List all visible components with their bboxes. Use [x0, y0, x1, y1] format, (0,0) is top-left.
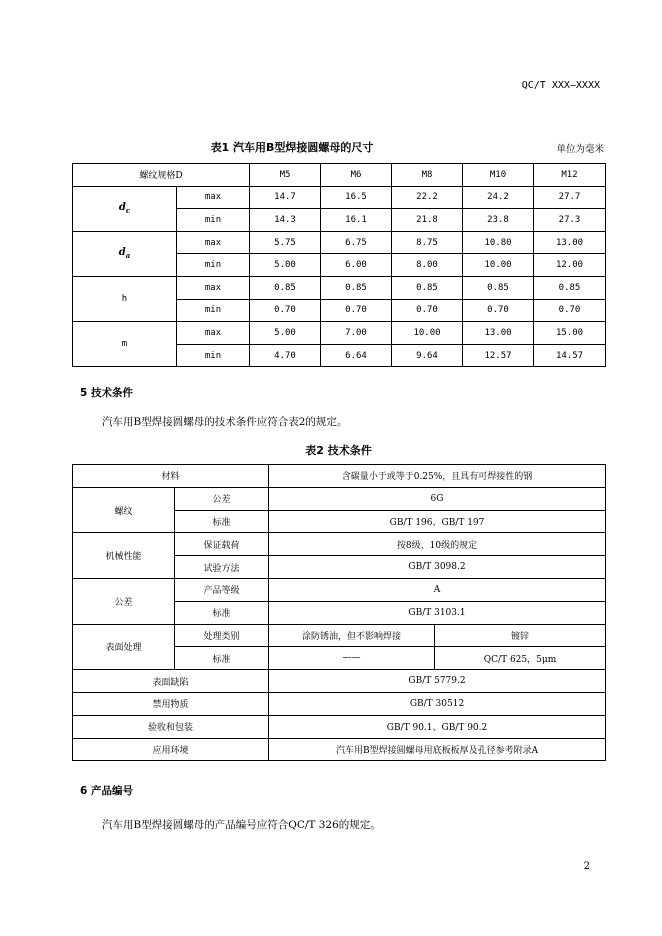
page-number: 2: [583, 861, 590, 872]
surface-standard-label: 标准: [175, 647, 269, 670]
table-cell: 8.00: [392, 254, 463, 277]
mechanical-label: 机械性能: [73, 533, 175, 579]
table-cell: 27.3: [534, 209, 606, 232]
table-cell: 6.00: [321, 254, 392, 277]
table-cell: 22.2: [392, 186, 463, 209]
product-grade-label: 产品等级: [175, 578, 269, 601]
material-label: 材料: [73, 465, 269, 488]
table-cell: 5.75: [250, 231, 321, 254]
table-cell: 6.64: [321, 344, 392, 367]
table-cell: 0.85: [392, 276, 463, 299]
table-row: [73, 231, 606, 254]
table-cell: 0.85: [321, 276, 392, 299]
surface-defects-label: 表面缺陷: [73, 670, 269, 693]
table-cell: 10.80: [463, 231, 534, 254]
material-value: 含碳量小于或等于0.25%，且具有可焊接性的钢: [269, 465, 606, 488]
limit-label: max: [177, 231, 250, 254]
table-cell: 13.00: [463, 322, 534, 345]
treatment-type-label: 处理类别: [175, 624, 269, 647]
document-code: QC/T XXX—XXXX: [521, 80, 600, 91]
table-cell: 10.00: [392, 322, 463, 345]
technical-conditions-table: [72, 464, 606, 761]
test-method-label: 试验方法: [175, 556, 269, 579]
column-header: M8: [392, 164, 463, 187]
table1-unit: 单位为毫米: [556, 144, 604, 155]
tolerance-standard-label: 标准: [175, 601, 269, 624]
table-cell: 12.00: [534, 254, 606, 277]
table-row: [73, 670, 606, 693]
table-cell: 15.00: [534, 322, 606, 345]
thread-standard-label: 标准: [175, 510, 269, 533]
surface-defects-value: GB/T 5779.2: [269, 670, 606, 693]
treatment-type-value-oil: 涂防锈油，但不影响焊接: [269, 624, 435, 647]
table-row: [73, 738, 606, 761]
table-cell: 0.70: [321, 299, 392, 322]
tolerance-label: 公差: [73, 578, 175, 624]
section6-paragraph: 汽车用B型焊接圆螺母的产品编号应符合QC/T 326的规定。: [102, 819, 381, 831]
table-cell: 14.7: [250, 186, 321, 209]
application-environment-label: 应用环境: [73, 738, 269, 761]
table-cell: 4.70: [250, 344, 321, 367]
table-cell: 0.85: [250, 276, 321, 299]
table-row: [73, 276, 606, 299]
table-row: [73, 322, 606, 345]
banned-substances-value: GB/T 30512: [269, 692, 606, 715]
table-cell: 21.8: [392, 209, 463, 232]
table-cell: 16.5: [321, 186, 392, 209]
table-cell: 5.00: [250, 322, 321, 345]
spec-label: 螺纹规格D: [73, 164, 250, 187]
thread-label: 螺纹: [73, 487, 175, 533]
table-row: [73, 578, 606, 601]
limit-label: min: [177, 254, 250, 277]
surface-standard-value-oil: ——: [269, 647, 435, 670]
table-row: [73, 487, 606, 510]
column-header: M5: [250, 164, 321, 187]
thread-tolerance-label: 公差: [175, 487, 269, 510]
table-row: [73, 692, 606, 715]
table-cell: 24.2: [463, 186, 534, 209]
acceptance-packing-value: GB/T 90.1、GB/T 90.2: [269, 715, 606, 738]
banned-substances-label: 禁用物质: [73, 692, 269, 715]
table-cell: 0.70: [392, 299, 463, 322]
acceptance-packing-label: 验收和包装: [73, 715, 269, 738]
tolerance-standard-value: GB/T 3103.1: [269, 601, 606, 624]
section5-heading: 5 技术条件: [80, 387, 133, 399]
section5-paragraph: 汽车用B型焊接圆螺母的技术条件应符合表2的规定。: [102, 416, 348, 428]
limit-label: max: [177, 276, 250, 299]
column-header: M12: [534, 164, 606, 187]
application-environment-value: 汽车用B型焊接圆螺母用底板板厚及孔径参考附录A: [269, 738, 606, 761]
table-row: [73, 465, 606, 488]
table-cell: 0.70: [534, 299, 606, 322]
product-grade-value: A: [269, 578, 606, 601]
table-cell: 14.3: [250, 209, 321, 232]
section6-heading: 6 产品编号: [80, 785, 133, 797]
limit-label: min: [177, 344, 250, 367]
h-label: h: [73, 276, 177, 321]
table-cell: 7.00: [321, 322, 392, 345]
table-cell: 14.57: [534, 344, 606, 367]
table-cell: 0.70: [250, 299, 321, 322]
proof-load-label: 保证载荷: [175, 533, 269, 556]
surface-standard-value-zinc: QC/T 625，5μm: [435, 647, 606, 670]
table1-title: 表1 汽车用B型焊接圆螺母的尺寸: [210, 141, 374, 154]
table-cell: 0.85: [534, 276, 606, 299]
table-cell: 0.85: [463, 276, 534, 299]
limit-label: max: [177, 322, 250, 345]
table-cell: 6.75: [321, 231, 392, 254]
table-cell: 10.00: [463, 254, 534, 277]
treatment-type-value-zinc: 镀锌: [435, 624, 606, 647]
limit-label: min: [177, 299, 250, 322]
table-cell: 9.64: [392, 344, 463, 367]
table-row: [73, 186, 606, 209]
table-cell: 13.00: [534, 231, 606, 254]
dimensions-table: [72, 163, 606, 367]
surface-label: 表面处理: [73, 624, 175, 670]
table-cell: 23.8: [463, 209, 534, 232]
column-header: M6: [321, 164, 392, 187]
table-row: [73, 533, 606, 556]
table-row: [73, 715, 606, 738]
proof-load-value: 按8级、10级的规定: [269, 533, 606, 556]
thread-tolerance-value: 6G: [269, 487, 606, 510]
table-cell: 16.1: [321, 209, 392, 232]
thread-standard-value: GB/T 196、GB/T 197: [269, 510, 606, 533]
limit-label: min: [177, 209, 250, 232]
table-cell: 0.70: [463, 299, 534, 322]
test-method-value: GB/T 3098.2: [269, 556, 606, 579]
m-label: m: [73, 322, 177, 367]
da-label: $d_a$: [73, 231, 177, 276]
table-cell: 5.00: [250, 254, 321, 277]
dc-label: $d_c$: [73, 186, 177, 231]
table2-title: 表2 技术条件: [305, 444, 372, 457]
table-cell: 12.57: [463, 344, 534, 367]
table-cell: 27.7: [534, 186, 606, 209]
table-row: [73, 624, 606, 647]
limit-label: max: [177, 186, 250, 209]
table-header-row: [73, 164, 606, 187]
column-header: M10: [463, 164, 534, 187]
table-cell: 8.75: [392, 231, 463, 254]
